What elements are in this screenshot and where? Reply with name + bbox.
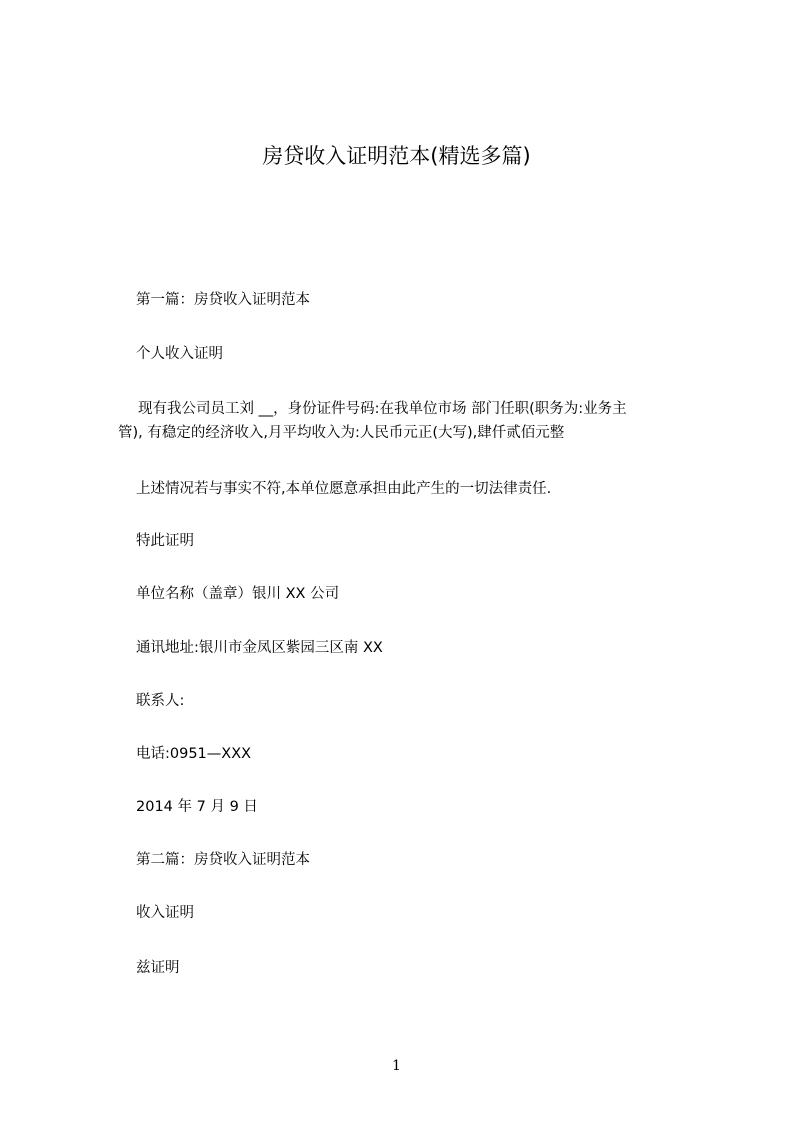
issue-date: 2014 年 7 月 9 日 — [136, 799, 258, 815]
body-paragraph — [118, 397, 688, 445]
company-name: 单位名称（盖章）银川 XX 公司 — [136, 586, 340, 602]
contact-person: 联系人: — [136, 693, 185, 709]
document-title: 房贷收入证明范本(精选多篇) — [262, 144, 531, 168]
certificate-title: 个人收入证明 — [136, 346, 223, 362]
body-line-2: 管), 有稳定的经济收入,月平均收入为:人民币元正(大写),肆仟贰佰元整 — [118, 425, 565, 441]
section2-heading: 第二篇：房贷收入证明范本 — [136, 852, 310, 868]
section1-heading: 第一篇：房贷收入证明范本 — [136, 292, 310, 308]
certificate-title-2: 收入证明 — [136, 905, 194, 921]
certify-text-2: 兹证明 — [136, 960, 180, 976]
company-address: 通讯地址:银川市金凤区紫园三区南 XX — [136, 640, 383, 656]
liability-statement: 上述情况若与事实不符,本单位愿意承担由此产生的一切法律责任. — [136, 481, 552, 497]
body-line-1: 现有我公司员工刘 __，身份证件号码:在我单位市场 部门任职(职务为:业务主 — [138, 401, 627, 417]
page-number: 1 — [392, 1058, 401, 1074]
certify-text: 特此证明 — [136, 533, 194, 549]
phone-number: 电话:0951—XXX — [136, 746, 252, 762]
